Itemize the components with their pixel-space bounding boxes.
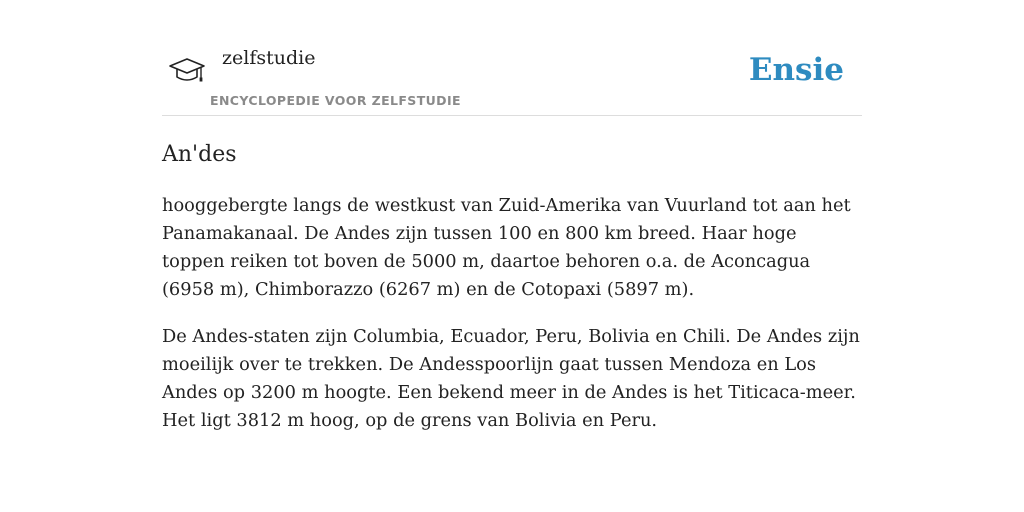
site-header — [162, 0, 862, 116]
article-paragraph: hooggebergte langs de westkust van Zuid-Amerika van Vuurland tot aan het Panamakanaal. De Andes zijn tussen 100 en 800 km breed. Haar hoge toppen reiken tot boven de 5000 m, daartoe behoren o.a. de Aconcagua (6958 m), Chimborazzo (6267 m) en de Cotopaxi (5897 m). — [162, 195, 851, 300]
page — [162, 0, 862, 431]
article-body — [162, 192, 862, 454]
article-title: An'des — [162, 142, 237, 167]
article-paragraph: De Andes-staten zijn Columbia, Ecuador, Peru, Bolivia en Chili. De Andes zijn moeilijk over te trekken. De Andesspoorlijn gaat tussen Mendoza en Los Andes op 3200 m hoogte. Een bekend meer in de Andes is het Titicaca-meer. Het ligt 3812 m hoog, op de grens van Bolivia en Peru. — [162, 326, 860, 431]
site-tagline: ENCYCLOPEDIE VOOR ZELFSTUDIE — [210, 93, 461, 108]
brand-logo[interactable]: Ensie — [748, 52, 844, 88]
graduation-cap-icon[interactable] — [166, 52, 206, 92]
site-name[interactable]: zelfstudie — [222, 47, 316, 69]
